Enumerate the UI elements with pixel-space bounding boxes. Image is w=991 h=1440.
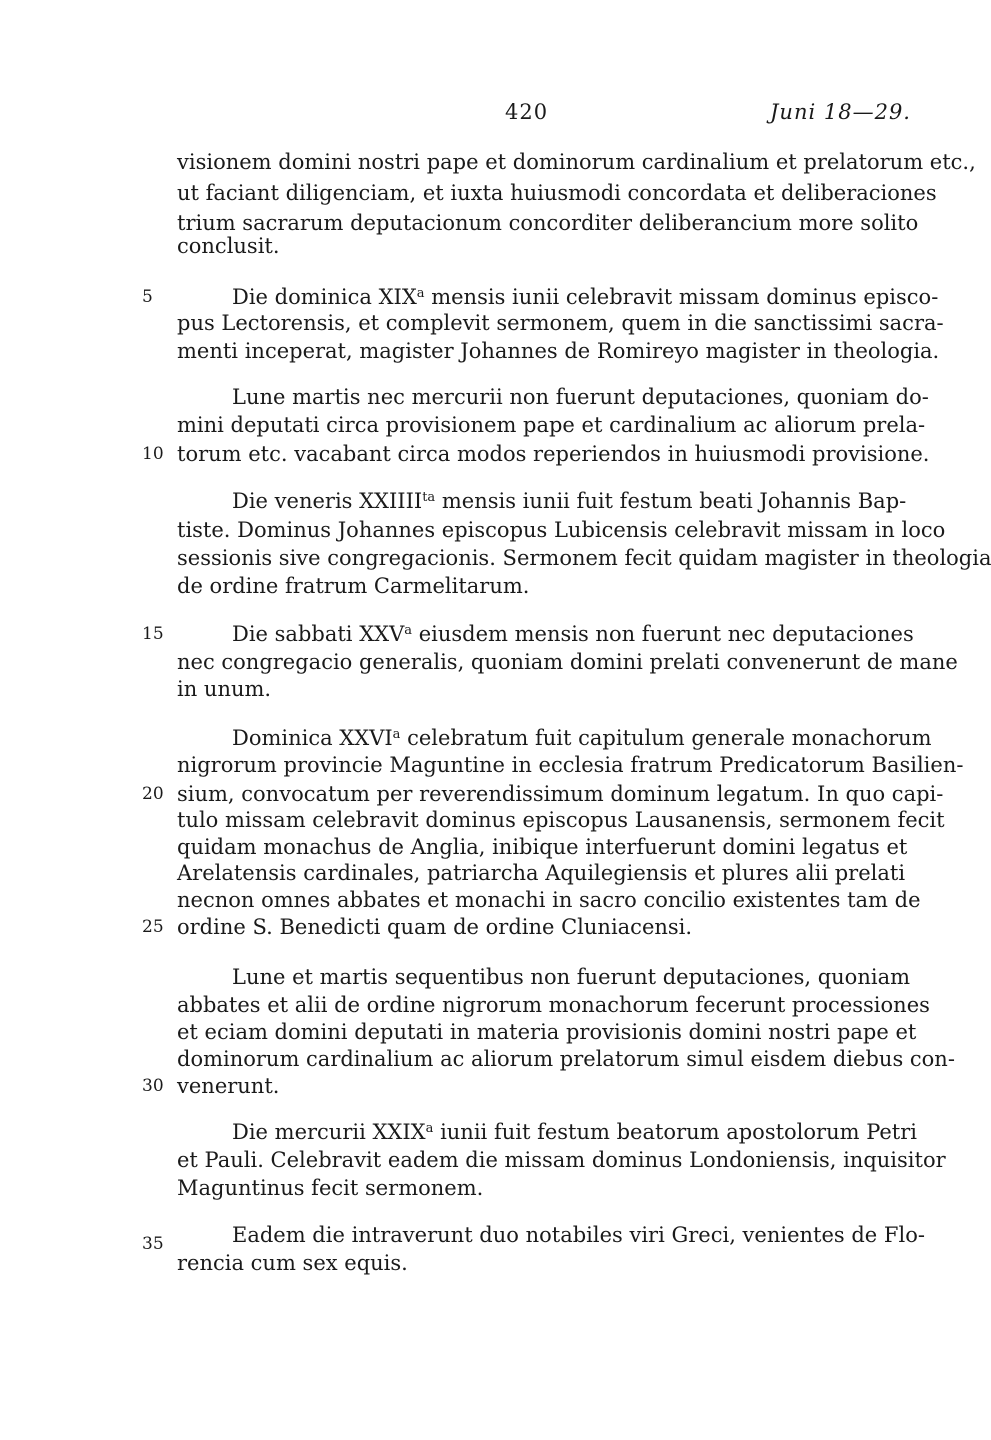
text-line: in unum. xyxy=(177,677,272,701)
text-line: abbates et alii de ordine nigrorum monachorum fecerunt processiones xyxy=(177,993,930,1017)
text-line: pus Lectorensis, et complevit sermonem, quem in die sanctissimi sacra- xyxy=(177,311,944,335)
text-line: quidam monachus de Anglia, inibique interfuerunt domini legatus et xyxy=(177,835,908,859)
page-header xyxy=(0,100,960,132)
text-line: Arelatensis cardinales, patriarcha Aquilegiensis et plures alii prelati xyxy=(177,861,906,885)
line-number-35: 35 xyxy=(142,1234,164,1254)
text-line: Die mercurii XXIX$^a$ iunii fuit festum beatorum apostolorum Petri xyxy=(232,1120,918,1144)
text-line: conclusit. xyxy=(177,234,280,258)
text-line: torum etc. vacabant circa modos reperiendos in huiusmodi provisione. xyxy=(177,442,930,466)
text-line: mini deputati circa provisionem pape et cardinalium ac aliorum prela- xyxy=(177,413,926,437)
text-line: Lune et martis sequentibus non fuerunt deputaciones, quoniam xyxy=(232,965,910,989)
text-line: visionem domini nostri pape et dominorum cardinalium et prelatorum etc., xyxy=(177,150,976,174)
text-line: Lune martis nec mercurii non fuerunt deputaciones, quoniam do- xyxy=(232,385,929,409)
text-line: tiste. Dominus Johannes episcopus Lubicensis celebravit missam in loco xyxy=(177,518,946,542)
text-line: Eadem die intraverunt duo notabiles viri Greci, venientes de Flo- xyxy=(232,1223,925,1247)
text-line: et eciam domini deputati in materia provisionis domini nostri pape et xyxy=(177,1020,917,1044)
line-number-5: 5 xyxy=(142,287,153,307)
text-line: nec congregacio generalis, quoniam domini prelati convenerunt de mane xyxy=(177,650,958,674)
text-line: Die veneris $XXIIII^{ta}$ mensis iunii fuit festum beati Johannis Bap- xyxy=(232,489,907,513)
text-line: menti inceperat, magister Johannes de Romireyo magister in theologia. xyxy=(177,339,940,363)
line-number-15: 15 xyxy=(142,624,164,644)
line-number-20: 20 xyxy=(142,784,164,804)
text-line: sessionis sive congregacionis. Sermonem fecit quidam magister in theologia xyxy=(177,546,991,570)
page-number: 420 xyxy=(505,100,549,124)
text-line: et Pauli. Celebravit eadem die missam dominus Londoniensis, inquisitor xyxy=(177,1148,946,1172)
text-line: ut faciant diligenciam, et iuxta huiusmodi concordata et deliberaciones xyxy=(177,181,937,205)
text-line: venerunt. xyxy=(177,1074,280,1098)
text-line: ordine S. Benedicti quam de ordine Cluniacensi. xyxy=(177,915,693,939)
text-line: dominorum cardinalium ac aliorum prelatorum simul eisdem diebus con- xyxy=(177,1047,955,1071)
line-number-25: 25 xyxy=(142,917,164,937)
text-line: Die dominica XIX$^a$ mensis iunii celebravit missam dominus episco- xyxy=(232,285,939,309)
text-line: tulo missam celebravit dominus episcopus Lausanensis, sermonem fecit xyxy=(177,808,945,832)
text-line: Dominica XXVI$^a$ celebratum fuit capitulum generale monachorum xyxy=(232,726,932,750)
text-line: rencia cum sex equis. xyxy=(177,1251,408,1275)
text-line: trium sacrarum deputacionum concorditer deliberancium more solito xyxy=(177,211,919,235)
text-line: de ordine fratrum Carmelitarum. xyxy=(177,574,530,598)
text-line: nigrorum provincie Maguntine in ecclesia fratrum Predicatorum Basilien- xyxy=(177,753,964,777)
text-line: Maguntinus fecit sermonem. xyxy=(177,1176,484,1200)
running-head: Juni 18—29. xyxy=(770,100,911,124)
text-line: Die sabbati XXV$^a$ eiusdem mensis non fuerunt nec deputaciones xyxy=(232,622,914,646)
text-line: necnon omnes abbates et monachi in sacro concilio existentes tam de xyxy=(177,888,921,912)
text-line: sium, convocatum per reverendissimum dominum legatum. In quo capi- xyxy=(177,782,944,806)
line-number-10: 10 xyxy=(142,444,164,464)
line-number-30: 30 xyxy=(142,1076,164,1096)
